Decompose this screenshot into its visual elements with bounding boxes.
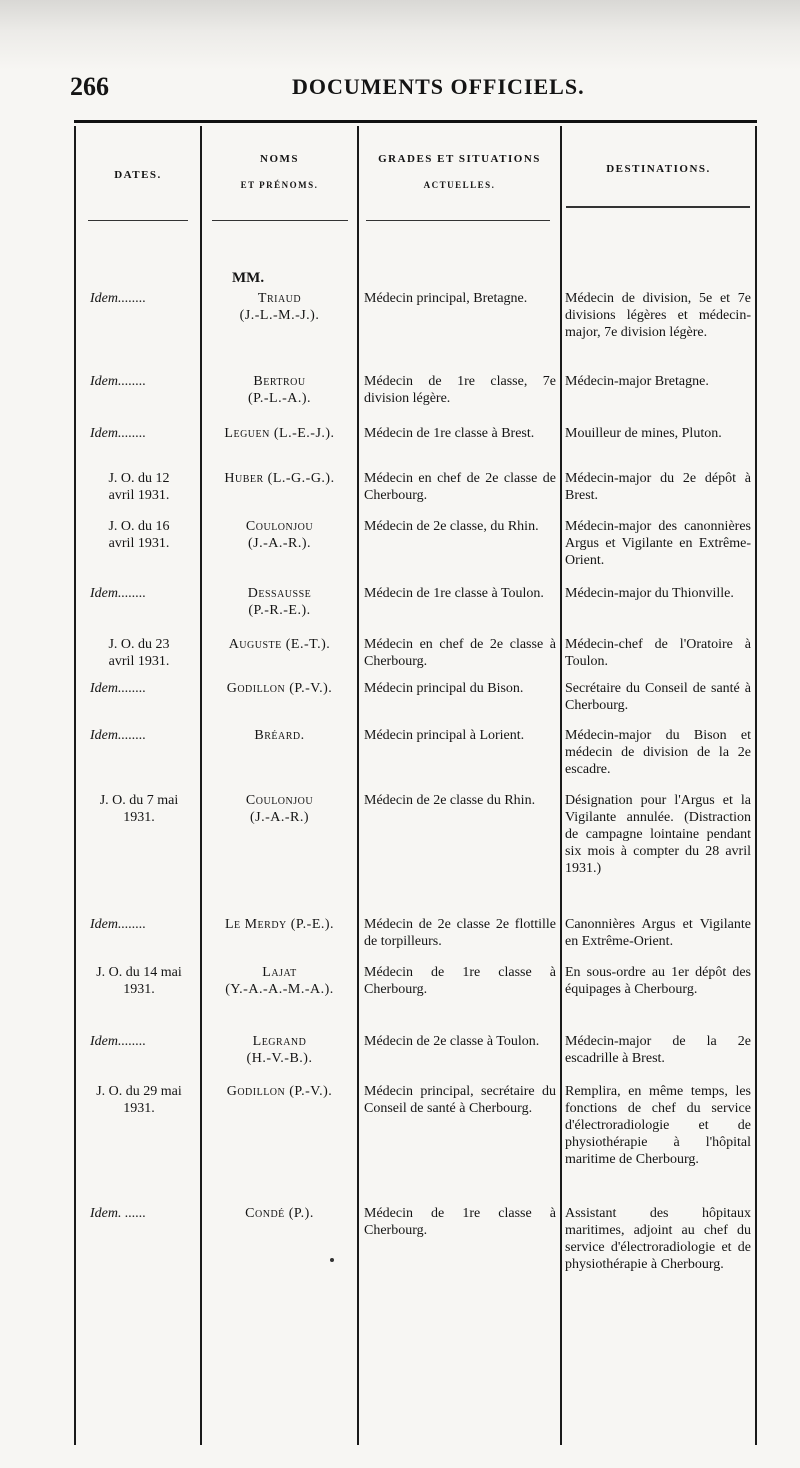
date-cell [90, 727, 198, 744]
name-cell-line: Le Merdy (P.-E.). [224, 917, 335, 932]
date-cell [90, 425, 198, 442]
grade-cell [364, 1205, 556, 1239]
name-cell-line: Leguen (L.-E.-J.). [224, 426, 335, 441]
table-top-rule [74, 120, 757, 123]
date-cell [90, 680, 198, 697]
destination-cell [565, 636, 751, 670]
destination-cell-line: Canonnières Argus et Vigilante en Extrême-Orient. [565, 917, 751, 949]
date-cell [82, 964, 196, 998]
destination-cell [565, 1083, 751, 1168]
name-cell-line: (J.-A.-R.) [249, 810, 310, 825]
ink-speck [330, 1258, 334, 1262]
destination-cell-line: Médecin-major du Thionville. [565, 586, 734, 601]
date-cell-line: J. O. du 29 mai [96, 1084, 182, 1099]
destination-cell [565, 792, 751, 877]
column-header-destinations: DESTINATIONS. [606, 163, 711, 175]
name-cell-line: Dessausse [247, 586, 312, 601]
destination-cell [565, 1205, 751, 1273]
name-cell [202, 636, 357, 653]
destination-cell-line: Médecin de division, 5e et 7e divisions légères et médecin-major, 7e division légère. [565, 291, 751, 340]
page-header [70, 72, 760, 112]
grade-cell [364, 636, 556, 670]
name-cell-line: Godillon (P.-V.). [226, 681, 333, 696]
column-rule [560, 126, 562, 1445]
page-number: 266 [70, 72, 109, 101]
date-cell-line: 1931. [123, 1101, 155, 1116]
column-rule [357, 126, 359, 1445]
grade-cell [364, 518, 556, 535]
name-cell-line: (Y.-A.-A.-M.-A.). [225, 982, 334, 997]
date-cell [90, 916, 198, 933]
name-cell [202, 518, 357, 552]
grade-cell [364, 585, 556, 602]
date-cell [90, 1033, 198, 1050]
destination-cell [565, 425, 751, 442]
name-cell-line: Huber (L.-G.-G.). [224, 471, 335, 486]
mm-label: MM. [232, 270, 265, 286]
grade-cell [364, 373, 556, 407]
destination-cell [565, 373, 751, 390]
grade-cell-line: Médecin de 1re classe, 7e division légère. [364, 374, 556, 406]
grade-cell-line: Médecin principal du Bison. [364, 681, 524, 696]
destination-cell-line: Remplira, en même temps, les fonctions de chef du service d'électroradiologie et de physiothérapie à l'hôpital maritime de Cherbourg. [565, 1084, 751, 1167]
date-cell-line: avril 1931. [108, 654, 170, 669]
name-cell-line: (H.-V.-B.). [246, 1051, 313, 1066]
header-underline [212, 220, 348, 221]
column-header-dates: DATES. [114, 169, 162, 181]
date-cell-line: Idem........ [90, 374, 146, 389]
grade-cell [364, 727, 556, 744]
name-cell-line: (J.-L.-M.-J.). [239, 308, 320, 323]
date-cell-line: J. O. du 16 [108, 519, 170, 534]
date-cell [90, 1205, 198, 1222]
date-cell-line: avril 1931. [108, 488, 170, 503]
destination-cell-line: Mouilleur de mines, Pluton. [565, 426, 722, 441]
grade-cell [364, 916, 556, 950]
date-cell [90, 373, 198, 390]
grade-cell-line: Médecin de 1re classe à Cherbourg. [364, 965, 556, 997]
date-cell [82, 1083, 196, 1117]
destination-cell-line: Médecin-major Bretagne. [565, 374, 709, 389]
grade-cell-line: Médecin de 2e classe du Rhin. [364, 793, 536, 808]
date-cell-line: Idem........ [90, 1034, 146, 1049]
date-cell-line: J. O. du 12 [108, 471, 170, 486]
name-cell-line: (P.-R.-E.). [248, 603, 311, 618]
date-cell-line: Idem........ [90, 917, 146, 932]
name-cell [202, 1083, 357, 1100]
name-cell-line: Legrand [252, 1034, 307, 1049]
grade-cell [364, 290, 556, 307]
grade-cell [364, 470, 556, 504]
name-cell [202, 727, 357, 744]
grade-cell-line: Médecin de 2e classe à Toulon. [364, 1034, 540, 1049]
grade-cell-line: Médecin de 1re classe à Toulon. [364, 586, 544, 601]
date-cell-line: Idem........ [90, 586, 146, 601]
header-underline [88, 220, 188, 221]
date-cell [82, 470, 196, 504]
name-cell [202, 1205, 357, 1222]
name-cell [202, 964, 357, 998]
date-cell [82, 792, 196, 826]
date-cell-line: 1931. [123, 810, 155, 825]
date-cell-line: Idem. ...... [90, 1206, 146, 1221]
date-cell-line: J. O. du 23 [108, 637, 170, 652]
destination-cell-line: Secrétaire du Conseil de santé à Cherbourg. [565, 681, 751, 713]
destination-cell-line: Médecin-chef de l'Oratoire à Toulon. [565, 637, 751, 669]
name-cell-line: (P.-L.-A.). [247, 391, 312, 406]
name-cell [202, 680, 357, 697]
destination-cell-line: Médecin-major du Bison et médecin de division de la 2e escadre. [565, 728, 751, 777]
grade-cell-line: Médecin de 1re classe à Cherbourg. [364, 1206, 556, 1238]
date-cell-line: J. O. du 7 mai [99, 793, 179, 808]
name-cell [202, 470, 357, 487]
name-cell [202, 1033, 357, 1067]
name-cell [202, 792, 357, 826]
destination-cell [565, 727, 751, 778]
running-title: DOCUMENTS OFFICIELS. [292, 74, 585, 99]
grade-cell [364, 792, 556, 809]
name-cell [202, 585, 357, 619]
date-cell [82, 518, 196, 552]
grade-cell [364, 1033, 556, 1050]
destination-cell-line: Assistant des hôpitaux maritimes, adjoint au chef du service d'électroradiologie et de physiothérapie à Cherbourg. [565, 1206, 751, 1272]
destination-cell-line: En sous-ordre au 1er dépôt des équipages à Cherbourg. [565, 965, 751, 997]
column-rule [74, 126, 76, 1445]
grade-cell [364, 425, 556, 442]
grade-cell-line: Médecin principal, secrétaire du Conseil de santé à Cherbourg. [364, 1084, 556, 1116]
grade-cell-line: Médecin de 2e classe, du Rhin. [364, 519, 539, 534]
date-cell-line: Idem........ [90, 681, 146, 696]
name-cell-line: Coulonjou [245, 519, 314, 534]
destination-cell-line: Médecin-major du 2e dépôt à Brest. [565, 471, 751, 503]
date-cell [82, 636, 196, 670]
name-cell-line: Lajat [262, 965, 297, 980]
date-cell-line: 1931. [123, 982, 155, 997]
grade-cell-line: Médecin principal à Lorient. [364, 728, 525, 743]
name-cell-line: Condé (P.). [245, 1206, 314, 1221]
name-cell-line: Godillon (P.-V.). [226, 1084, 333, 1099]
header-underline [366, 220, 550, 221]
name-cell-line: Bréard. [254, 728, 305, 743]
column-header-names: NOMS ET PRÉNOMS. [240, 153, 319, 190]
grade-cell-line: Médecin en chef de 2e classe de Cherbourg. [364, 471, 556, 503]
grade-cell [364, 1083, 556, 1117]
name-cell-line: Auguste (E.-T.). [228, 637, 331, 652]
destination-cell [565, 680, 751, 714]
destination-cell [565, 916, 751, 950]
name-cell [202, 290, 357, 324]
date-cell-line: J. O. du 14 mai [96, 965, 182, 980]
date-cell-line: avril 1931. [108, 536, 170, 551]
name-cell-line: Coulonjou [245, 793, 314, 808]
date-cell [90, 585, 198, 602]
column-rule [755, 126, 757, 1445]
destination-cell [565, 964, 751, 998]
destination-cell [565, 470, 751, 504]
destination-cell [565, 290, 751, 341]
destination-cell-line: Médecin-major des canonnières Argus et Vigilante en Extrême-Orient. [565, 519, 751, 568]
destination-cell [565, 585, 751, 602]
name-cell [202, 373, 357, 407]
name-cell-line: (J.-A.-R.). [247, 536, 312, 551]
grade-cell-line: Médecin de 1re classe à Brest. [364, 426, 535, 441]
destination-cell [565, 518, 751, 569]
grade-cell-line: Médecin de 2e classe 2e flottille de torpilleurs. [364, 917, 556, 949]
date-cell-line: Idem........ [90, 728, 146, 743]
name-cell [202, 425, 357, 442]
date-cell-line: Idem........ [90, 291, 146, 306]
date-cell [90, 290, 198, 307]
grade-cell [364, 964, 556, 998]
header-underline [566, 206, 750, 208]
grade-cell-line: Médecin principal, Bretagne. [364, 291, 528, 306]
destination-cell-line: Désignation pour l'Argus et la Vigilante annulée. (Distraction de campagne lointaine pendant six mois à compter du 28 avril 1931.) [565, 793, 751, 876]
name-cell [202, 916, 357, 933]
name-cell-line: Bertrou [253, 374, 306, 389]
date-cell-line: Idem........ [90, 426, 146, 441]
name-cell-line: Triaud [257, 291, 302, 306]
destination-cell [565, 1033, 751, 1067]
grade-cell-line: Médecin en chef de 2e classe à Cherbourg. [364, 637, 556, 669]
scan-shadow [0, 0, 800, 70]
grade-cell [364, 680, 556, 697]
destination-cell-line: Médecin-major de la 2e escadrille à Brest. [565, 1034, 751, 1066]
column-header-grades: GRADES ET SITUATIONS ACTUELLES. [378, 153, 541, 190]
